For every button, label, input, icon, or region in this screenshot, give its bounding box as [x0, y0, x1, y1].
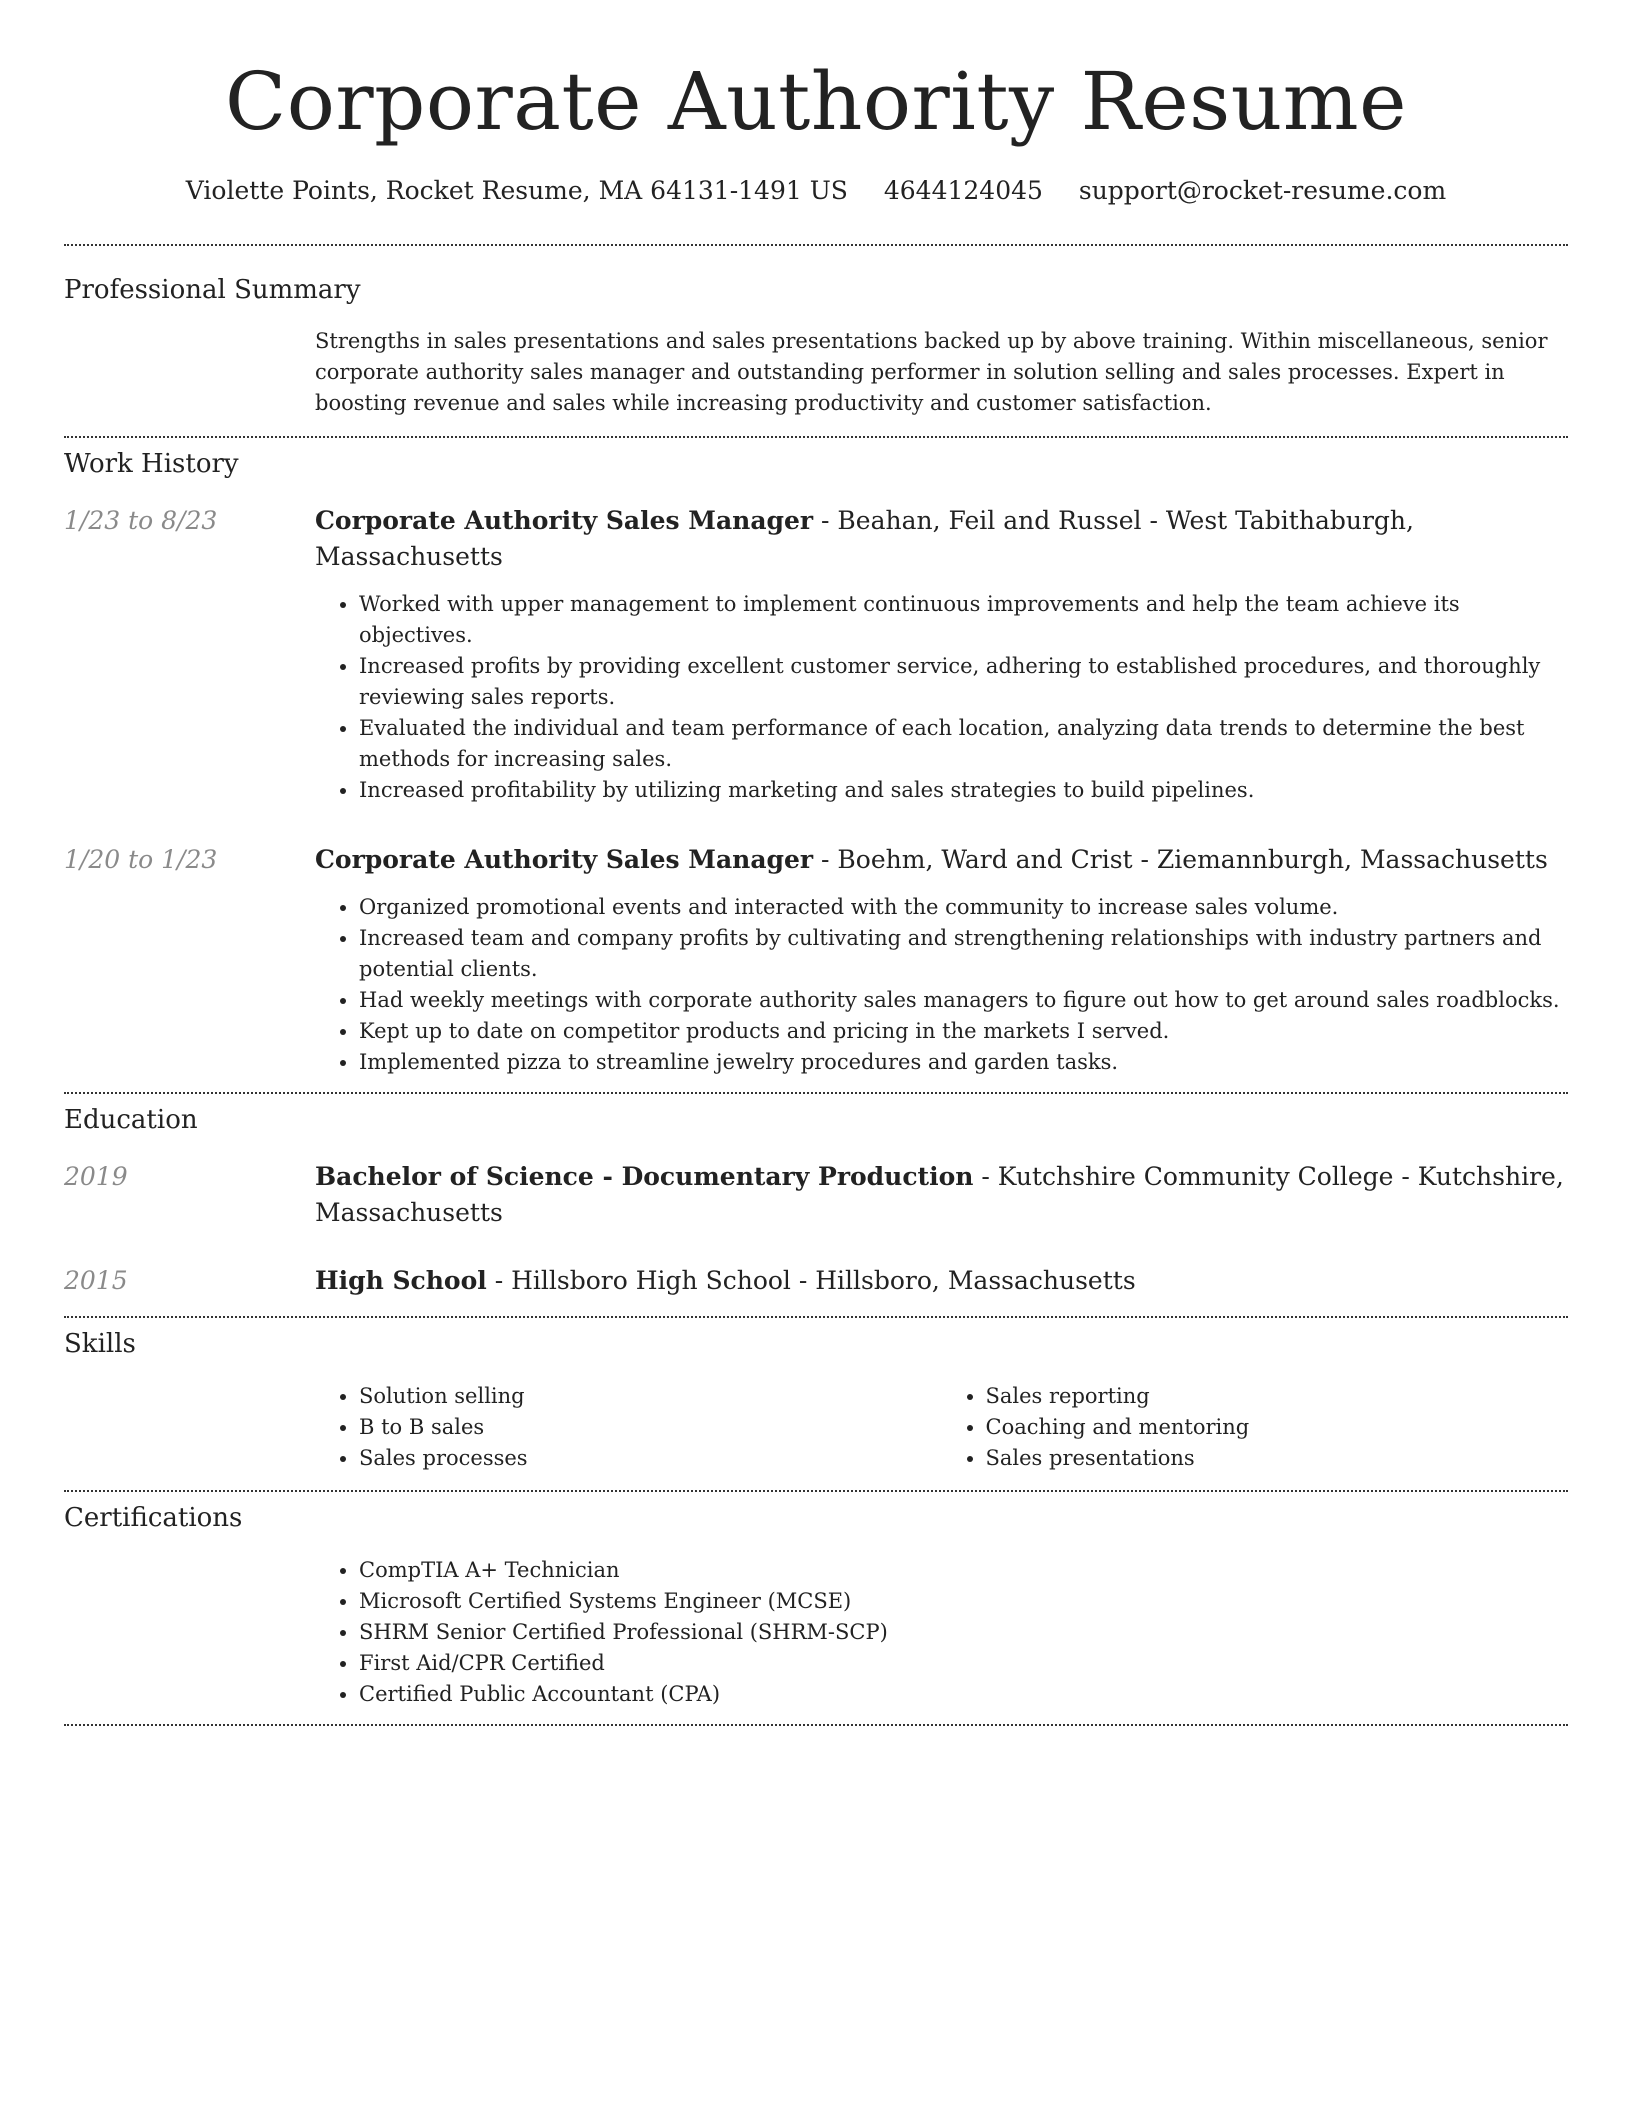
job-dates: 1/23 to 8/23	[64, 506, 218, 535]
job-entry	[64, 842, 1568, 1078]
list-item: • Microsoft Certified Systems Engineer (MCSE)	[359, 1586, 1568, 1617]
list-item: • First Aid/CPR Certified	[359, 1648, 1568, 1679]
list-item: • Evaluated the individual and team performance of each location, analyzing data trends to determine the best methods for increasing sales.	[359, 713, 1568, 775]
education-heading	[315, 1159, 1568, 1231]
education-year: 2019	[64, 1162, 128, 1191]
list-item: • Increased profits by providing excellent customer service, adhering to established procedures, and thoroughly reviewing sales reports.	[359, 651, 1568, 713]
education-heading	[315, 1263, 1568, 1299]
contact-line	[64, 174, 1568, 208]
list-item: • Increased team and company profits by cultivating and strengthening relationships with industry partners and potential clients.	[359, 923, 1568, 985]
education-title: Education	[64, 1105, 198, 1135]
list-item: • Sales processes	[359, 1443, 942, 1474]
list-item: • Implemented pizza to streamline jewelry procedures and garden tasks.	[359, 1047, 1568, 1078]
list-item: • Sales presentations	[986, 1443, 1569, 1474]
list-item: • Increased profitability by utilizing marketing and sales strategies to build pipelines.	[359, 775, 1568, 806]
contact-email: support@rocket-resume.com	[1078, 176, 1447, 205]
list-item: • Kept up to date on competitor products and pricing in the markets I served.	[359, 1016, 1568, 1047]
list-item: • B to B sales	[359, 1412, 942, 1443]
job-employer: - Beahan, Feil and Russel - West Tabithaburgh, Massachusetts	[315, 506, 1414, 571]
education-entry	[64, 1263, 1568, 1299]
resume-header	[64, 0, 1568, 208]
summary-text: Strengths in sales presentations and sales presentations backed up by above training. Within miscellaneous, senior corporate authority sales manager and outstanding performer in solution selling and sales processes. Expert in boosting revenue and sales while increasing productivity and customer satisfaction.	[315, 329, 1548, 415]
skills-column	[942, 1381, 1569, 1474]
job-employer: - Boehm, Ward and Crist - Ziemannburgh, Massachusetts	[813, 845, 1548, 874]
list-item: • Worked with upper management to implement continuous improvements and help the team achieve its objectives.	[359, 589, 1568, 651]
education-degree: Bachelor of Science - Documentary Production	[315, 1162, 974, 1191]
job-dates: 1/20 to 1/23	[64, 845, 218, 874]
certifications-section	[64, 1492, 1568, 1710]
education-section	[64, 1094, 1568, 1299]
education-school: - Kutchshire Community College - Kutchshire, Massachusetts	[315, 1162, 1564, 1227]
list-item: • Solution selling	[359, 1381, 942, 1412]
skills-title: Skills	[64, 1329, 136, 1359]
job-bullets	[315, 892, 1568, 1078]
list-item: • Organized promotional events and interacted with the community to increase sales volume.	[359, 892, 1568, 923]
job-entry	[64, 503, 1568, 806]
education-degree: High School	[315, 1266, 487, 1295]
list-item: • CompTIA A+ Technician	[359, 1555, 1568, 1586]
contact-address: Violette Points, Rocket Resume, MA 64131-1491 US	[185, 176, 848, 205]
skills-column	[315, 1381, 942, 1474]
resume-name: Corporate Authority Resume	[225, 55, 1407, 148]
certifications-title: Certifications	[64, 1503, 243, 1533]
list-item: • SHRM Senior Certified Professional (SHRM-SCP)	[359, 1617, 1568, 1648]
job-bullets	[315, 589, 1568, 806]
list-item: • Coaching and mentoring	[986, 1412, 1569, 1443]
certifications-list	[315, 1555, 1568, 1710]
list-item: • Had weekly meetings with corporate authority sales managers to figure out how to get around sales roadblocks.	[359, 985, 1568, 1016]
list-item: • Certified Public Accountant (CPA)	[359, 1679, 1568, 1710]
section-divider	[64, 1724, 1568, 1726]
skills-grid	[315, 1381, 1568, 1474]
skills-section	[64, 1318, 1568, 1474]
contact-phone: 4644124045	[883, 176, 1043, 205]
work-history-title: Work History	[64, 449, 239, 479]
summary-title: Professional Summary	[64, 275, 361, 305]
list-item: • Sales reporting	[986, 1381, 1569, 1412]
work-history-section	[64, 438, 1568, 1078]
job-heading	[315, 842, 1568, 878]
job-role: Corporate Authority Sales Manager	[315, 845, 814, 874]
summary-section	[64, 246, 1568, 419]
job-role: Corporate Authority Sales Manager	[315, 506, 814, 535]
education-year: 2015	[64, 1266, 128, 1295]
job-heading	[315, 503, 1568, 575]
education-school: - Hillsboro High School - Hillsboro, Massachusetts	[486, 1266, 1136, 1295]
education-entry	[64, 1159, 1568, 1231]
